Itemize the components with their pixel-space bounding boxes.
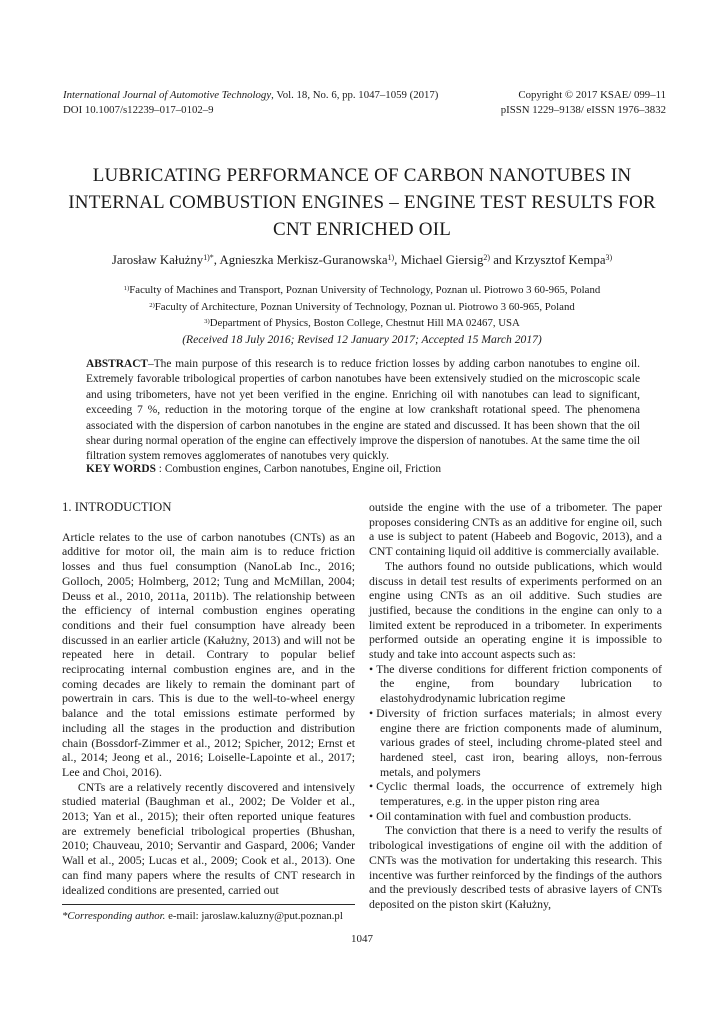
doi-line: DOI 10.1007/s12239–017–0102–9 — [63, 104, 214, 116]
bullet-text: Oil contamination with fuel and combustion products. — [376, 808, 632, 823]
author-separator: , — [394, 253, 401, 267]
affiliations-block — [40, 283, 684, 333]
paper-title-line: LUBRICATING PERFORMANCE OF CARBON NANOTUBES IN — [92, 165, 632, 186]
bullet-list-item — [369, 779, 662, 808]
footnote-label: *Corresponding author. — [62, 910, 166, 923]
received-dates-line: (Received 18 July 2016; Revised 12 January 2017; Accepted 15 March 2017) — [182, 333, 542, 346]
affiliation-text: Faculty of Machines and Transport, Poznan University of Technology, Poznan ul. Piotrowo 3 60-965, Poland — [129, 284, 601, 296]
affiliation-mark: 3) — [204, 318, 210, 325]
author — [112, 253, 214, 267]
affiliation-line — [40, 316, 684, 333]
bullet-text: Diversity of friction surfaces materials; in almost every engine there are friction components made of aluminum, various grades of steel, including chrome-plated steel and hardened steel, cast iron, bearing alloys, non-ferrous metals, and polymers — [376, 705, 662, 779]
footnote-email: e-mail: jaroslaw.kaluzny@put.poznan.pl — [165, 910, 343, 923]
author-separator: , — [213, 253, 220, 267]
affiliation-text: Faculty of Architecture, Poznan University of Technology, Poznan ul. Piotrowo 3 60-965, Poland — [154, 300, 575, 313]
paragraph: The authors found no outside publications, which would discuss in detail test results of experiments performed on an engine using CNTs as an oil additive. Such studies are justified, because the conditions in the engine can only to a limited extent be reproduced in a tribometer. In experiments performed outside an operating engine it is impossible to study and take into account aspects such as: — [369, 558, 662, 662]
paper-title-line: INTERNAL COMBUSTION ENGINES – ENGINE TEST RESULTS FOR — [68, 192, 656, 213]
abstract-text: –The main purpose of this research is to reduce friction losses by adding carbon nanotubes to engine oil. Extremely favorable tribological properties of carbon nanotubes have been extensively studied on the microscopic scale and using tribometers, have not yet been verified in the engine. Enriching oil with nanotubes can lead to significant, exceeding 7 %, reduction in the motoring torque of the engine at low crankshaft rotational speed. The phenomena associated with the dispersion of carbon nanotubes in the engine are stated and discussed. It has been shown that the oil shear during normal operation of the engine can effectively improve the dispersion of nanotubes. At the same time the oil filtration system removes agglomerates of nanotubes very quickly. — [86, 358, 640, 463]
left-column — [62, 500, 355, 923]
copyright-line: Copyright © 2017 KSAE/ 099–11 — [518, 89, 666, 101]
author — [490, 253, 612, 267]
bullet-icon: • — [369, 661, 374, 676]
bullet-list-item — [369, 706, 662, 780]
journal-header-right — [501, 88, 666, 118]
author-affiliation-mark: 1)* — [203, 253, 214, 263]
author — [214, 253, 394, 267]
bullet-list-item — [369, 809, 662, 824]
bullet-icon: • — [369, 705, 374, 720]
abstract-paragraph — [86, 357, 640, 465]
abstract-label: ABSTRACT — [86, 358, 149, 370]
author-affiliation-mark: 1) — [387, 253, 395, 263]
affiliation-text: Department of Physics, Boston College, Chestnut Hill MA 02467, USA — [209, 317, 520, 329]
page-number: 1047 — [351, 933, 373, 945]
affiliation-line — [40, 283, 684, 300]
author-affiliation-mark: 2) — [483, 253, 490, 263]
bullet-icon: • — [369, 779, 374, 794]
journal-header — [63, 88, 666, 118]
author-name: Agnieszka Merkisz-Guranowska — [219, 253, 388, 267]
right-column — [369, 500, 662, 923]
introduction-section — [62, 500, 662, 923]
paragraph: CNTs are a relatively recently discovered and intensively studied material (Baughman et al., 2002; De Volder et al., 2013; Yan et al., 2015); their often reported unique features are extremely beneficial tribological properties (Bhushan, 2010; Chauveau, 2010; Servantir and Gaspard, 2006; Vander Wall et al., 2005; Lucas et al., 2009; Cook et al., 2013). One can find many papers where the results of CNT research in idealized conditions are presented, carried out — [62, 779, 355, 897]
keywords-text: : Combustion engines, Carbon nanotubes, Engine oil, Friction — [155, 463, 442, 475]
paragraph: outside the engine with the use of a tribometer. The paper proposes considering CNTs as an additive for engine oil, such a use is subject to patent (Habeeb and Bogovic, 2013), and a CNT containing liquid oil additive is commercially available. — [369, 500, 662, 559]
journal-header-left — [63, 88, 438, 118]
journal-name: International Journal of Automotive Technology — [63, 89, 272, 101]
journal-line — [63, 88, 438, 103]
paper-title-line: CNT ENRICHED OIL — [272, 219, 452, 240]
keywords-label: KEY WORDS — [86, 463, 156, 475]
paragraph: Article relates to the use of carbon nanotubes (CNTs) as an additive for motor oil, the main aim is to reduce friction losses and thus fuel consumption (NanoLab Inc., 2016; Golloch, 2005; Holmberg, 2012; Tung and McMillan, 2004; Deuss et al., 2010, 2011a, 2011b). The relationship between the efficiency of internal combustion engines operating conditions and their fuel consumption have already been discussed in an earlier article (Kałużny, 2013) and will not be repeated here in detail. Contrary to popular belief reciprocating internal combustion engines are, and in the coming decades are likely to remain the dominant part of powertrain in cars. This is due to the well-to-wheel energy balance and the total emissions estimate performed by including all the stages in the production and distribution chain (Bossdorf-Zimmer et al., 2012; Spicher, 2012; Ernst et al., 2014; Jeong et al., 2016; Loiselle-Lapointe et al., 2017; Lee and Choi, 2016). — [62, 529, 355, 779]
paragraph: The conviction that there is a need to verify the results of tribological investigations of engine oil with the addition of CNTs was the motivation for undertaking this research. This incentive was further reinforced by the findings of the authors and the previously described tests of abrasive layers of CNTs deposited on the piston skirt (Kałużny, — [369, 823, 662, 911]
author-separator: and — [490, 253, 515, 267]
author-name: Michael Giersig — [400, 253, 484, 267]
keywords-line — [86, 463, 640, 475]
author-name: Krzysztof Kempa — [514, 253, 606, 267]
author — [394, 253, 490, 267]
bullet-list-item — [369, 662, 662, 706]
affiliation-mark: 2) — [149, 301, 155, 309]
corresponding-author-footnote — [62, 904, 355, 923]
journal-volume-info: , Vol. 18, No. 6, pp. 1047–1059 (2017) — [271, 89, 439, 101]
affiliation-mark: 1) — [123, 285, 130, 292]
authors-line — [40, 253, 684, 268]
paper-title — [40, 162, 684, 243]
bullet-icon: • — [369, 808, 374, 823]
affiliation-line — [40, 300, 684, 317]
author-name: Jarosław Kałużny — [111, 253, 204, 267]
bullet-text: The diverse conditions for different friction components of the engine, from boundary lubrication to elastohydrodynamic lubrication regime — [376, 661, 662, 706]
bullet-text: Cyclic thermal loads, the occurrence of extremely high temperatures, e.g. in the upper piston ring area — [376, 779, 662, 809]
section-heading-introduction: 1. INTRODUCTION — [62, 500, 172, 514]
author-affiliation-mark: 3) — [605, 253, 613, 263]
issn-line: pISSN 1229–9138/ eISSN 1976–3832 — [500, 104, 666, 116]
